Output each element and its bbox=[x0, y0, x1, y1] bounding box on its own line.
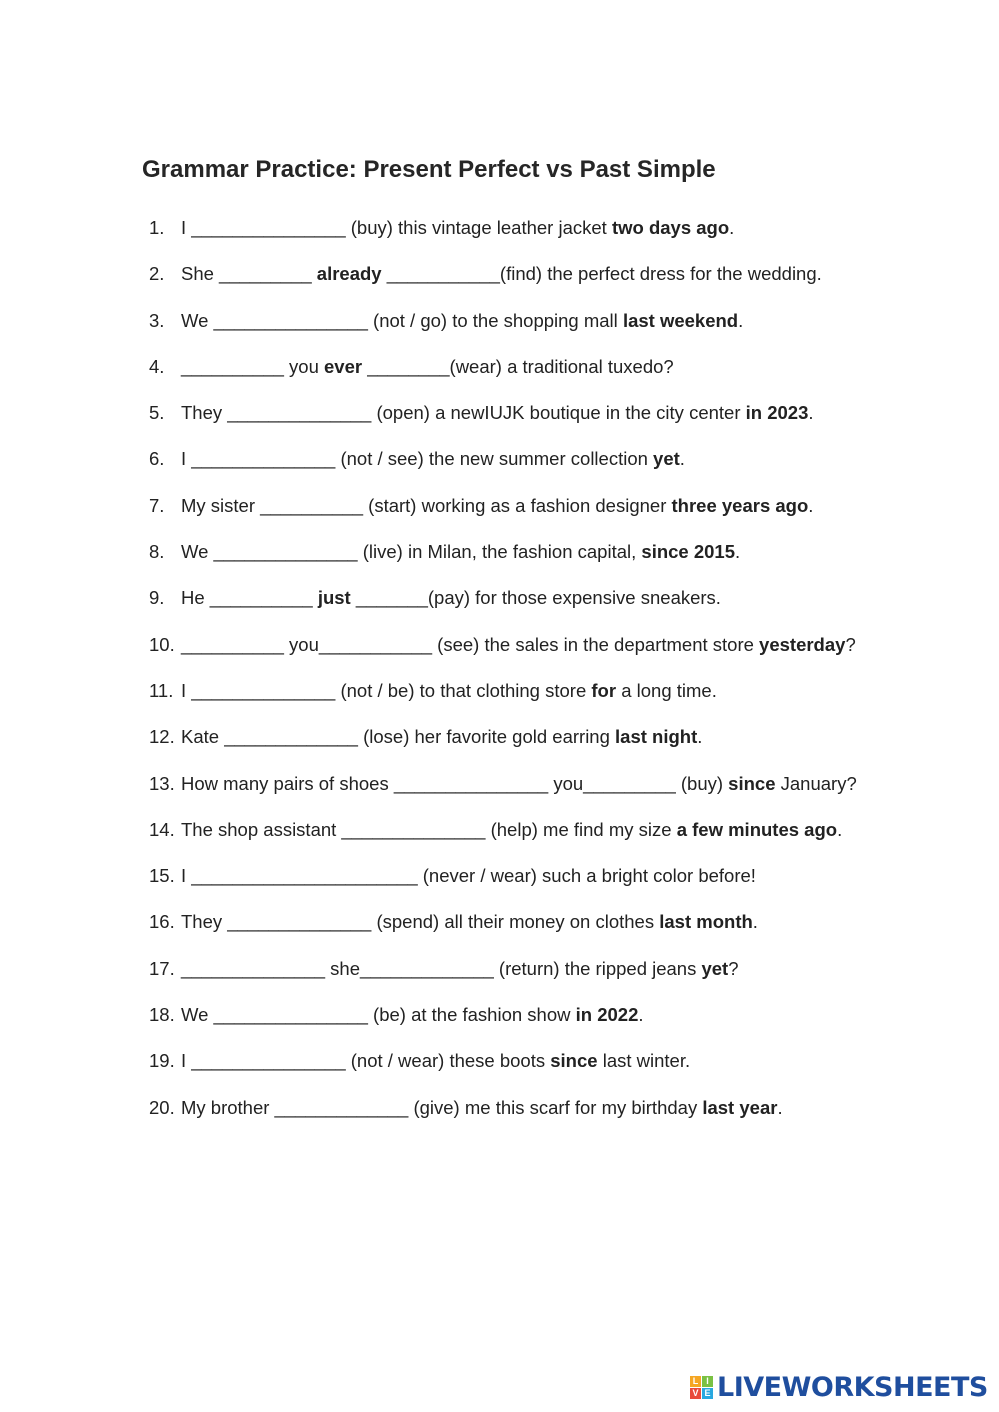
exercise-item bbox=[149, 540, 857, 586]
sentence-text: . bbox=[777, 1096, 783, 1118]
exercise-item bbox=[149, 725, 857, 771]
sentence-text: . bbox=[679, 448, 685, 470]
exercise-sentence bbox=[181, 447, 685, 471]
time-marker: yet bbox=[653, 448, 680, 470]
exercise-number: 16. bbox=[149, 911, 175, 933]
time-marker: yet bbox=[701, 957, 729, 979]
sentence-text: ? bbox=[728, 957, 739, 979]
time-marker: in 2022 bbox=[575, 1004, 639, 1026]
time-marker: for bbox=[591, 679, 617, 701]
sentence-text: __________ you bbox=[181, 355, 324, 377]
exercise-item bbox=[149, 818, 857, 864]
exercise-number: 17. bbox=[149, 957, 175, 979]
time-marker: two days ago bbox=[611, 217, 730, 238]
sentence-text: I _______________ (not / wear) these boots bbox=[181, 1050, 551, 1072]
time-marker: since 2015 bbox=[641, 541, 736, 563]
sentence-text: They ______________ (spend) all their money on clothes bbox=[181, 911, 660, 933]
exercise-item bbox=[149, 262, 857, 308]
exercise-sentence bbox=[181, 864, 756, 888]
logo-icon-tile: V bbox=[690, 1388, 701, 1399]
exercise-number: 19. bbox=[149, 1050, 175, 1072]
time-marker: ever bbox=[324, 355, 363, 377]
exercise-item bbox=[149, 957, 857, 1003]
sentence-text: I ______________ (not / see) the new summer collection bbox=[181, 448, 654, 470]
exercise-item bbox=[149, 864, 857, 910]
time-marker: just bbox=[317, 587, 351, 609]
exercise-item bbox=[149, 633, 857, 679]
exercise-number: 5. bbox=[149, 402, 165, 424]
exercise-number: 2. bbox=[149, 263, 165, 285]
sentence-text: . bbox=[638, 1004, 644, 1026]
sentence-text: a long time. bbox=[616, 679, 717, 701]
sentence-text: How many pairs of shoes _______________ you_________ (buy) bbox=[181, 772, 729, 794]
time-marker: since bbox=[550, 1050, 598, 1072]
exercise-sentence bbox=[181, 216, 734, 240]
liveworksheets-icon bbox=[690, 1376, 713, 1399]
exercise-number: 7. bbox=[149, 494, 165, 516]
sentence-text: We ______________ (live) in Milan, the fashion capital, bbox=[181, 541, 642, 563]
exercise-item bbox=[149, 309, 857, 355]
exercise-item bbox=[149, 494, 857, 540]
exercise-sentence bbox=[181, 772, 857, 796]
exercise-sentence bbox=[181, 725, 702, 749]
liveworksheets-logo[interactable] bbox=[690, 1372, 988, 1403]
time-marker: last weekend bbox=[622, 309, 739, 331]
exercise-sentence bbox=[181, 1096, 783, 1120]
sentence-text: I ______________ (not / be) to that clothing store bbox=[181, 679, 592, 701]
exercise-number: 6. bbox=[149, 448, 165, 470]
sentence-text: . bbox=[697, 726, 703, 748]
exercise-sentence bbox=[181, 494, 813, 518]
sentence-text: We _______________ (not / go) to the shopping mall bbox=[181, 309, 623, 331]
exercise-sentence bbox=[181, 910, 758, 934]
sentence-text: He __________ bbox=[181, 587, 318, 609]
logo-text: LIVEWORKSHEETS bbox=[717, 1372, 988, 1403]
exercise-number: 3. bbox=[149, 309, 165, 331]
exercise-number: 8. bbox=[149, 541, 165, 563]
sentence-text: . bbox=[808, 494, 814, 516]
sentence-text: ___________(find) the perfect dress for the wedding. bbox=[381, 263, 822, 285]
exercise-sentence bbox=[181, 633, 856, 657]
exercise-item bbox=[149, 355, 857, 401]
page-title: Grammar Practice: Present Perfect vs Past Simple bbox=[142, 156, 716, 183]
time-marker: last month bbox=[659, 911, 753, 933]
exercise-sentence bbox=[181, 401, 814, 425]
exercise-item bbox=[149, 1096, 857, 1142]
exercise-sentence bbox=[181, 679, 717, 703]
sentence-text: ______________ she_____________ (return) the ripped jeans bbox=[181, 957, 702, 979]
exercise-number: 12. bbox=[149, 726, 175, 748]
exercise-number: 1. bbox=[149, 217, 165, 238]
logo-icon-tile: I bbox=[702, 1376, 713, 1387]
exercise-sentence bbox=[181, 355, 674, 379]
time-marker: three years ago bbox=[671, 494, 809, 516]
exercise-item bbox=[149, 679, 857, 725]
sentence-text: Kate _____________ (lose) her favorite gold earring bbox=[181, 726, 616, 748]
sentence-text: They ______________ (open) a newIUJK boutique in the city center bbox=[181, 402, 746, 424]
sentence-text: I ______________________ (never / wear) such a bright color before! bbox=[181, 865, 756, 887]
exercise-number: 14. bbox=[149, 818, 175, 840]
exercise-sentence bbox=[181, 262, 822, 286]
sentence-text: ? bbox=[845, 633, 856, 655]
exercise-item bbox=[149, 910, 857, 956]
time-marker: a few minutes ago bbox=[676, 818, 838, 840]
exercise-item bbox=[149, 772, 857, 818]
sentence-text: . bbox=[738, 309, 744, 331]
exercise-number: 4. bbox=[149, 355, 165, 377]
exercise-item bbox=[149, 447, 857, 493]
time-marker: already bbox=[316, 263, 382, 285]
sentence-text: I _______________ (buy) this vintage leather jacket bbox=[181, 217, 612, 238]
exercise-sentence bbox=[181, 309, 743, 333]
exercise-item bbox=[149, 401, 857, 447]
exercise-number: 9. bbox=[149, 587, 165, 609]
exercise-item bbox=[149, 1049, 857, 1095]
time-marker: last night bbox=[615, 726, 698, 748]
sentence-text: We _______________ (be) at the fashion show bbox=[181, 1004, 576, 1026]
sentence-text: last winter. bbox=[597, 1050, 691, 1072]
logo-icon-tile: L bbox=[690, 1376, 701, 1387]
time-marker: in 2023 bbox=[745, 402, 809, 424]
sentence-text: My brother _____________ (give) me this scarf for my birthday bbox=[181, 1096, 703, 1118]
sentence-text: . bbox=[752, 911, 758, 933]
sentence-text: . bbox=[729, 217, 735, 238]
sentence-text: . bbox=[808, 402, 814, 424]
exercise-sentence bbox=[181, 818, 842, 842]
sentence-text: She _________ bbox=[181, 263, 317, 285]
exercise-item bbox=[149, 216, 857, 262]
logo-icon-tile: E bbox=[702, 1388, 713, 1399]
exercise-number: 10. bbox=[149, 633, 175, 655]
exercise-sentence bbox=[181, 540, 740, 564]
sentence-text: _______(pay) for those expensive sneakers. bbox=[350, 587, 721, 609]
exercise-list bbox=[149, 216, 857, 1142]
exercise-number: 20. bbox=[149, 1096, 175, 1118]
exercise-number: 18. bbox=[149, 1004, 175, 1026]
sentence-text: ________(wear) a traditional tuxedo? bbox=[362, 355, 674, 377]
exercise-number: 13. bbox=[149, 772, 175, 794]
exercise-sentence bbox=[181, 1003, 644, 1027]
exercise-sentence bbox=[181, 957, 739, 981]
sentence-text: The shop assistant ______________ (help) me find my size bbox=[181, 818, 677, 840]
sentence-text: January? bbox=[775, 772, 857, 794]
sentence-text: . bbox=[735, 541, 741, 563]
time-marker: yesterday bbox=[759, 633, 846, 655]
exercise-number: 15. bbox=[149, 865, 175, 887]
sentence-text: My sister __________ (start) working as a fashion designer bbox=[181, 494, 672, 516]
exercise-sentence bbox=[181, 586, 721, 610]
exercise-sentence bbox=[181, 1049, 690, 1073]
exercise-item bbox=[149, 586, 857, 632]
time-marker: last year bbox=[702, 1096, 778, 1118]
sentence-text: . bbox=[837, 818, 843, 840]
sentence-text: __________ you___________ (see) the sales in the department store bbox=[181, 633, 760, 655]
exercise-item bbox=[149, 1003, 857, 1049]
time-marker: since bbox=[728, 772, 776, 794]
exercise-number: 11. bbox=[149, 679, 174, 701]
